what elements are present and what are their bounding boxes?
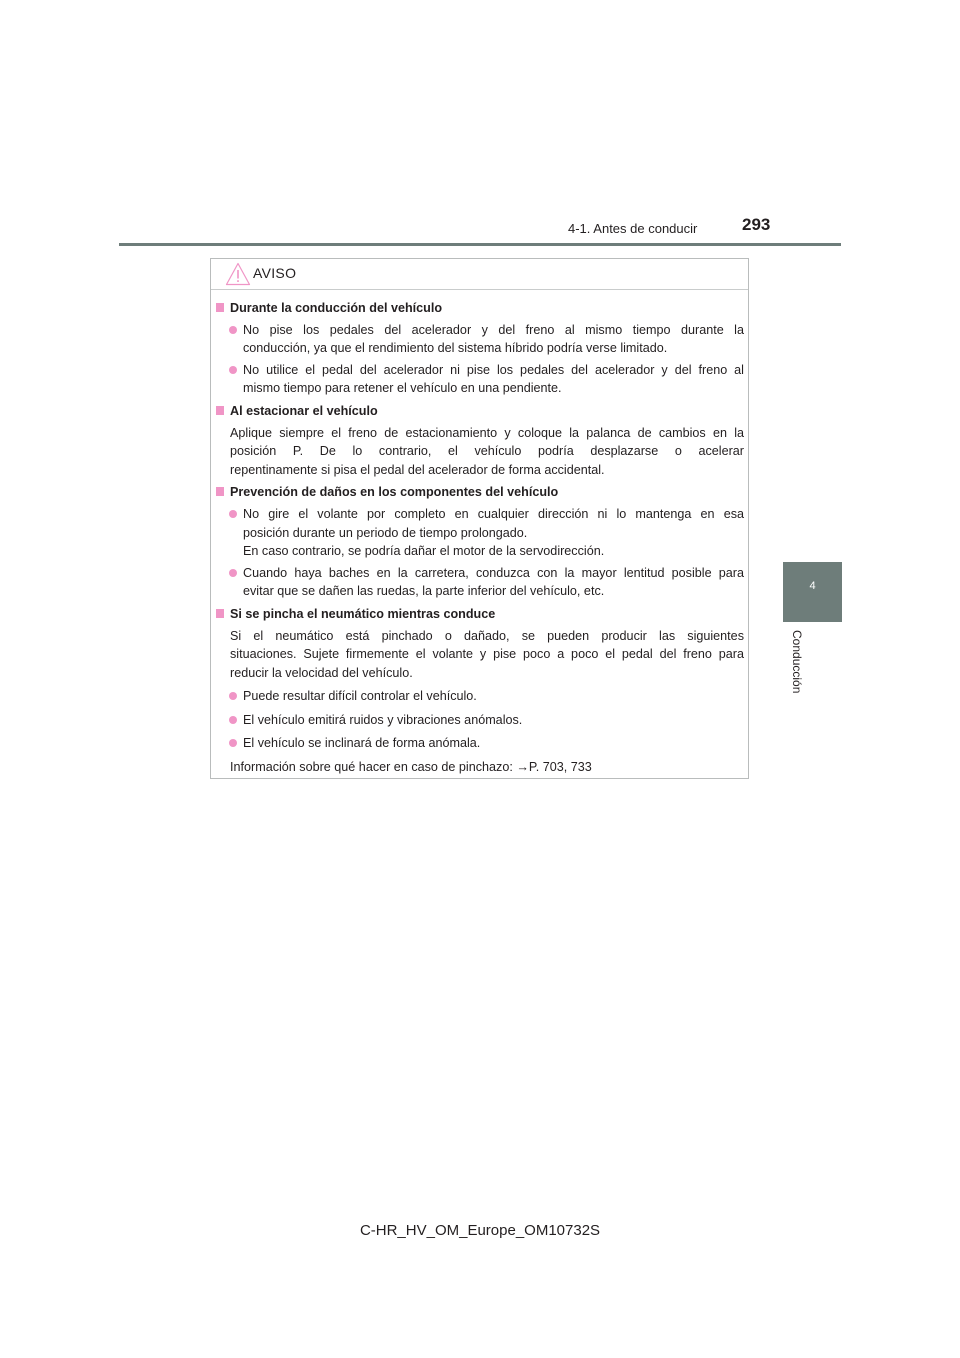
paragraph: Si el neumático está pinchado o dañado, se pueden producir las siguientes situaciones. Sujete firmemente el volante y pise poco a poco el pedal del freno para reducir la velocidad del vehículo. xyxy=(230,628,744,680)
round-bullet-icon xyxy=(229,739,237,747)
section-heading: Si se pincha el neumático mientras conduce xyxy=(216,605,744,624)
list-item: Cuando haya baches en la carretera, conduzca con la mayor lentitud posible para evitar que se dañen las ruedas, la parte inferior del vehículo, etc. xyxy=(216,564,744,601)
round-bullet-icon xyxy=(229,326,237,334)
warning-header xyxy=(211,259,748,290)
square-bullet-icon xyxy=(216,406,224,415)
list-item: Puede resultar difícil controlar el vehículo. xyxy=(216,687,744,706)
section-heading: Prevención de daños en los componentes del vehículo xyxy=(216,483,744,502)
chapter-label: Conducción xyxy=(790,630,804,694)
document-id: C-HR_HV_OM_Europe_OM10732S xyxy=(359,1222,601,1239)
header-rule xyxy=(119,243,841,246)
round-bullet-icon xyxy=(229,716,237,724)
page-number: 293 xyxy=(742,215,771,234)
round-bullet-icon xyxy=(229,366,237,374)
chapter-tab xyxy=(783,562,842,622)
round-bullet-icon xyxy=(229,692,237,700)
list-item: El vehículo se inclinará de forma anómala. xyxy=(216,734,744,753)
list-item: No gire el volante por completo en cualquier dirección ni lo mantenga en esa posición durante un periodo de tiempo prolongado. En caso contrario, se podría dañar el motor de la servodirección. xyxy=(216,505,744,561)
header-section-title: 4-1. Antes de conducir xyxy=(568,221,698,236)
list-item: El vehículo emitirá ruidos y vibraciones anómalos. xyxy=(216,711,744,730)
section-heading: Al estacionar el vehículo xyxy=(216,402,744,421)
square-bullet-icon xyxy=(216,487,224,496)
paragraph: Aplique siempre el freno de estacionamiento y coloque la palanca de cambios en la posición P. De lo contrario, el vehículo podría desplazarse o acelerar repentinamente si pisa el pedal del acelerador de forma accidental. xyxy=(230,425,744,477)
warning-box xyxy=(210,258,749,779)
warning-triangle-icon xyxy=(225,262,251,286)
page-reference-note[interactable]: Información sobre qué hacer en caso de pinchazo: →P. 703, 733 xyxy=(230,760,592,775)
square-bullet-icon xyxy=(216,609,224,618)
list-item: No pise los pedales del acelerador y del freno al mismo tiempo durante la conducción, ya que el rendimiento del sistema híbrido podría verse limitado. xyxy=(216,321,744,358)
square-bullet-icon xyxy=(216,303,224,312)
list-item: No utilice el pedal del acelerador ni pise los pedales del acelerador y del freno al mismo tiempo para retener el vehículo en una pendiente. xyxy=(216,361,744,398)
warning-body xyxy=(216,299,744,777)
round-bullet-icon xyxy=(229,569,237,577)
warning-title: AVISO xyxy=(253,265,297,281)
chapter-number: 4 xyxy=(809,580,816,592)
section-heading: Durante la conducción del vehículo xyxy=(216,299,744,318)
round-bullet-icon xyxy=(229,510,237,518)
